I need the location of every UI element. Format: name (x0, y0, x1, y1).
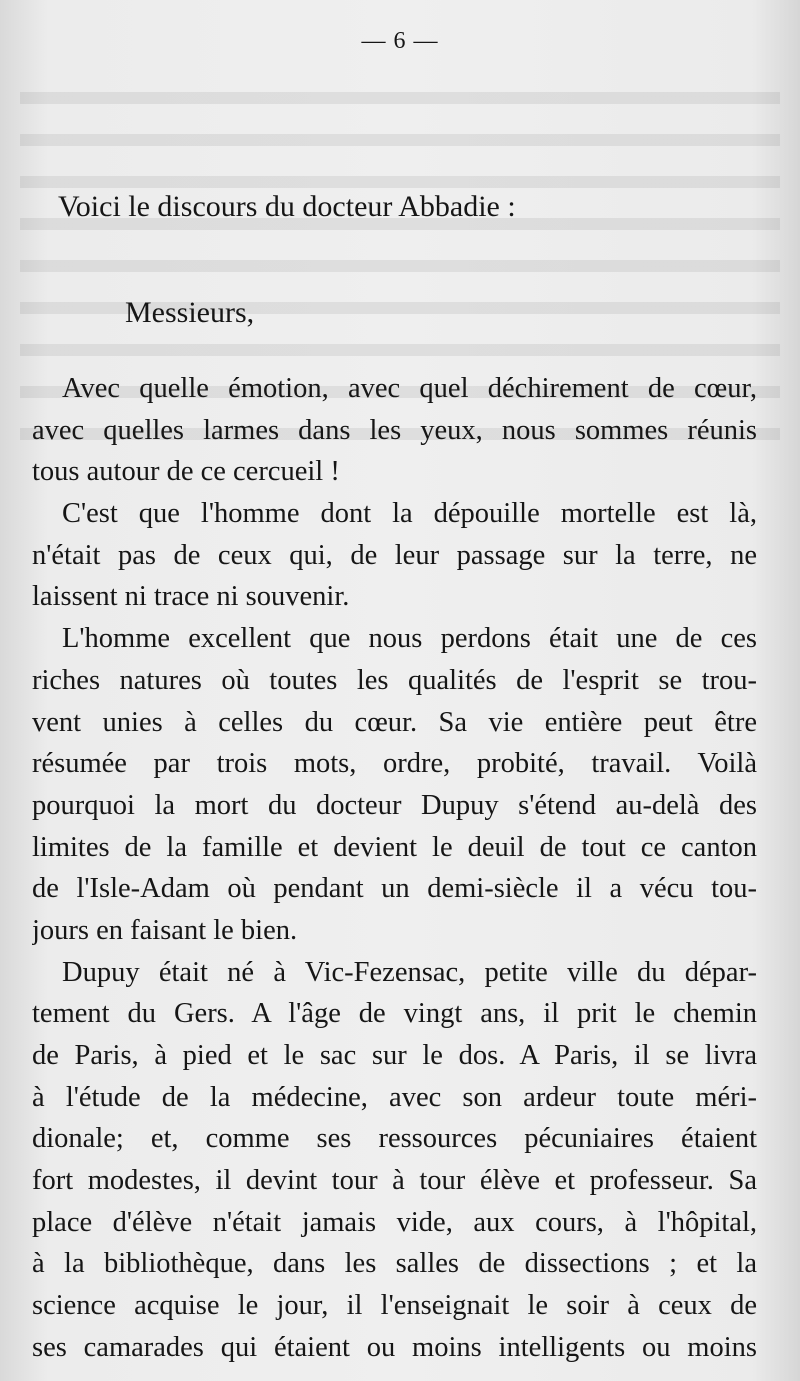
text-line: de Paris, à pied et le sac sur le dos. A Paris, il se livra (32, 1040, 757, 1071)
text-line: à la bibliothèque, dans les salles de dissections ; et la (32, 1248, 757, 1280)
text-line: résumée par trois mots, ordre, probité, travail. Voilà (32, 748, 757, 780)
text-line: laissent ni trace ni souvenir. (32, 581, 350, 613)
text-line: Avec quelle émotion, avec quel déchirement de cœur, (62, 373, 757, 404)
text-line: C'est que l'homme dont la dépouille mortelle est là, (62, 498, 757, 530)
text-line: L'homme excellent que nous perdons était une de ces (62, 623, 757, 655)
text-line: tous autour de ce cercueil ! (32, 456, 340, 488)
text-line: fort modestes, il devint tour à tour élève et professeur. Sa (32, 1165, 757, 1197)
salutation: Messieurs, (125, 296, 255, 329)
text-line: avec quelles larmes dans les yeux, nous sommes réunis (32, 414, 757, 446)
text-line: ses camarades qui étaient ou moins intelligents ou moins (32, 1331, 757, 1363)
text-line: de l'Isle-Adam où pendant un demi-siècle il a vécu tou- (32, 873, 757, 905)
text-line: place d'élève n'était jamais vide, aux cours, à l'hôpital, (32, 1206, 757, 1238)
text-line: à l'étude de la médecine, avec son ardeur toute méri- (32, 1081, 757, 1113)
text-line: jours en faisant le bien. (32, 914, 298, 946)
text-line: tement du Gers. A l'âge de vingt ans, il prit le chemin (32, 998, 757, 1030)
text-line: riches natures où toutes les qualités de l'esprit se trou- (32, 664, 757, 696)
text-line: science acquise le jour, il l'enseignait le soir à ceux de (32, 1290, 757, 1322)
text-line: pourquoi la mort du docteur Dupuy s'étend au-delà des (32, 789, 757, 821)
speech-body (32, 368, 757, 1369)
speech-heading: Voici le discours du docteur Abbadie : (58, 190, 516, 223)
text-line: limites de la famille et devient le deuil de tout ce canton (32, 831, 757, 863)
page-number: — 6 — (361, 28, 439, 54)
text-line: vent unies à celles du cœur. Sa vie entière peut être (32, 706, 757, 738)
text-line: Dupuy était né à Vic-Fezensac, petite ville du dépar- (62, 956, 757, 988)
text-line: dionale; et, comme ses ressources pécuniaires étaient (32, 1123, 757, 1155)
text-line: n'était pas de ceux qui, de leur passage sur la terre, ne (32, 539, 757, 571)
